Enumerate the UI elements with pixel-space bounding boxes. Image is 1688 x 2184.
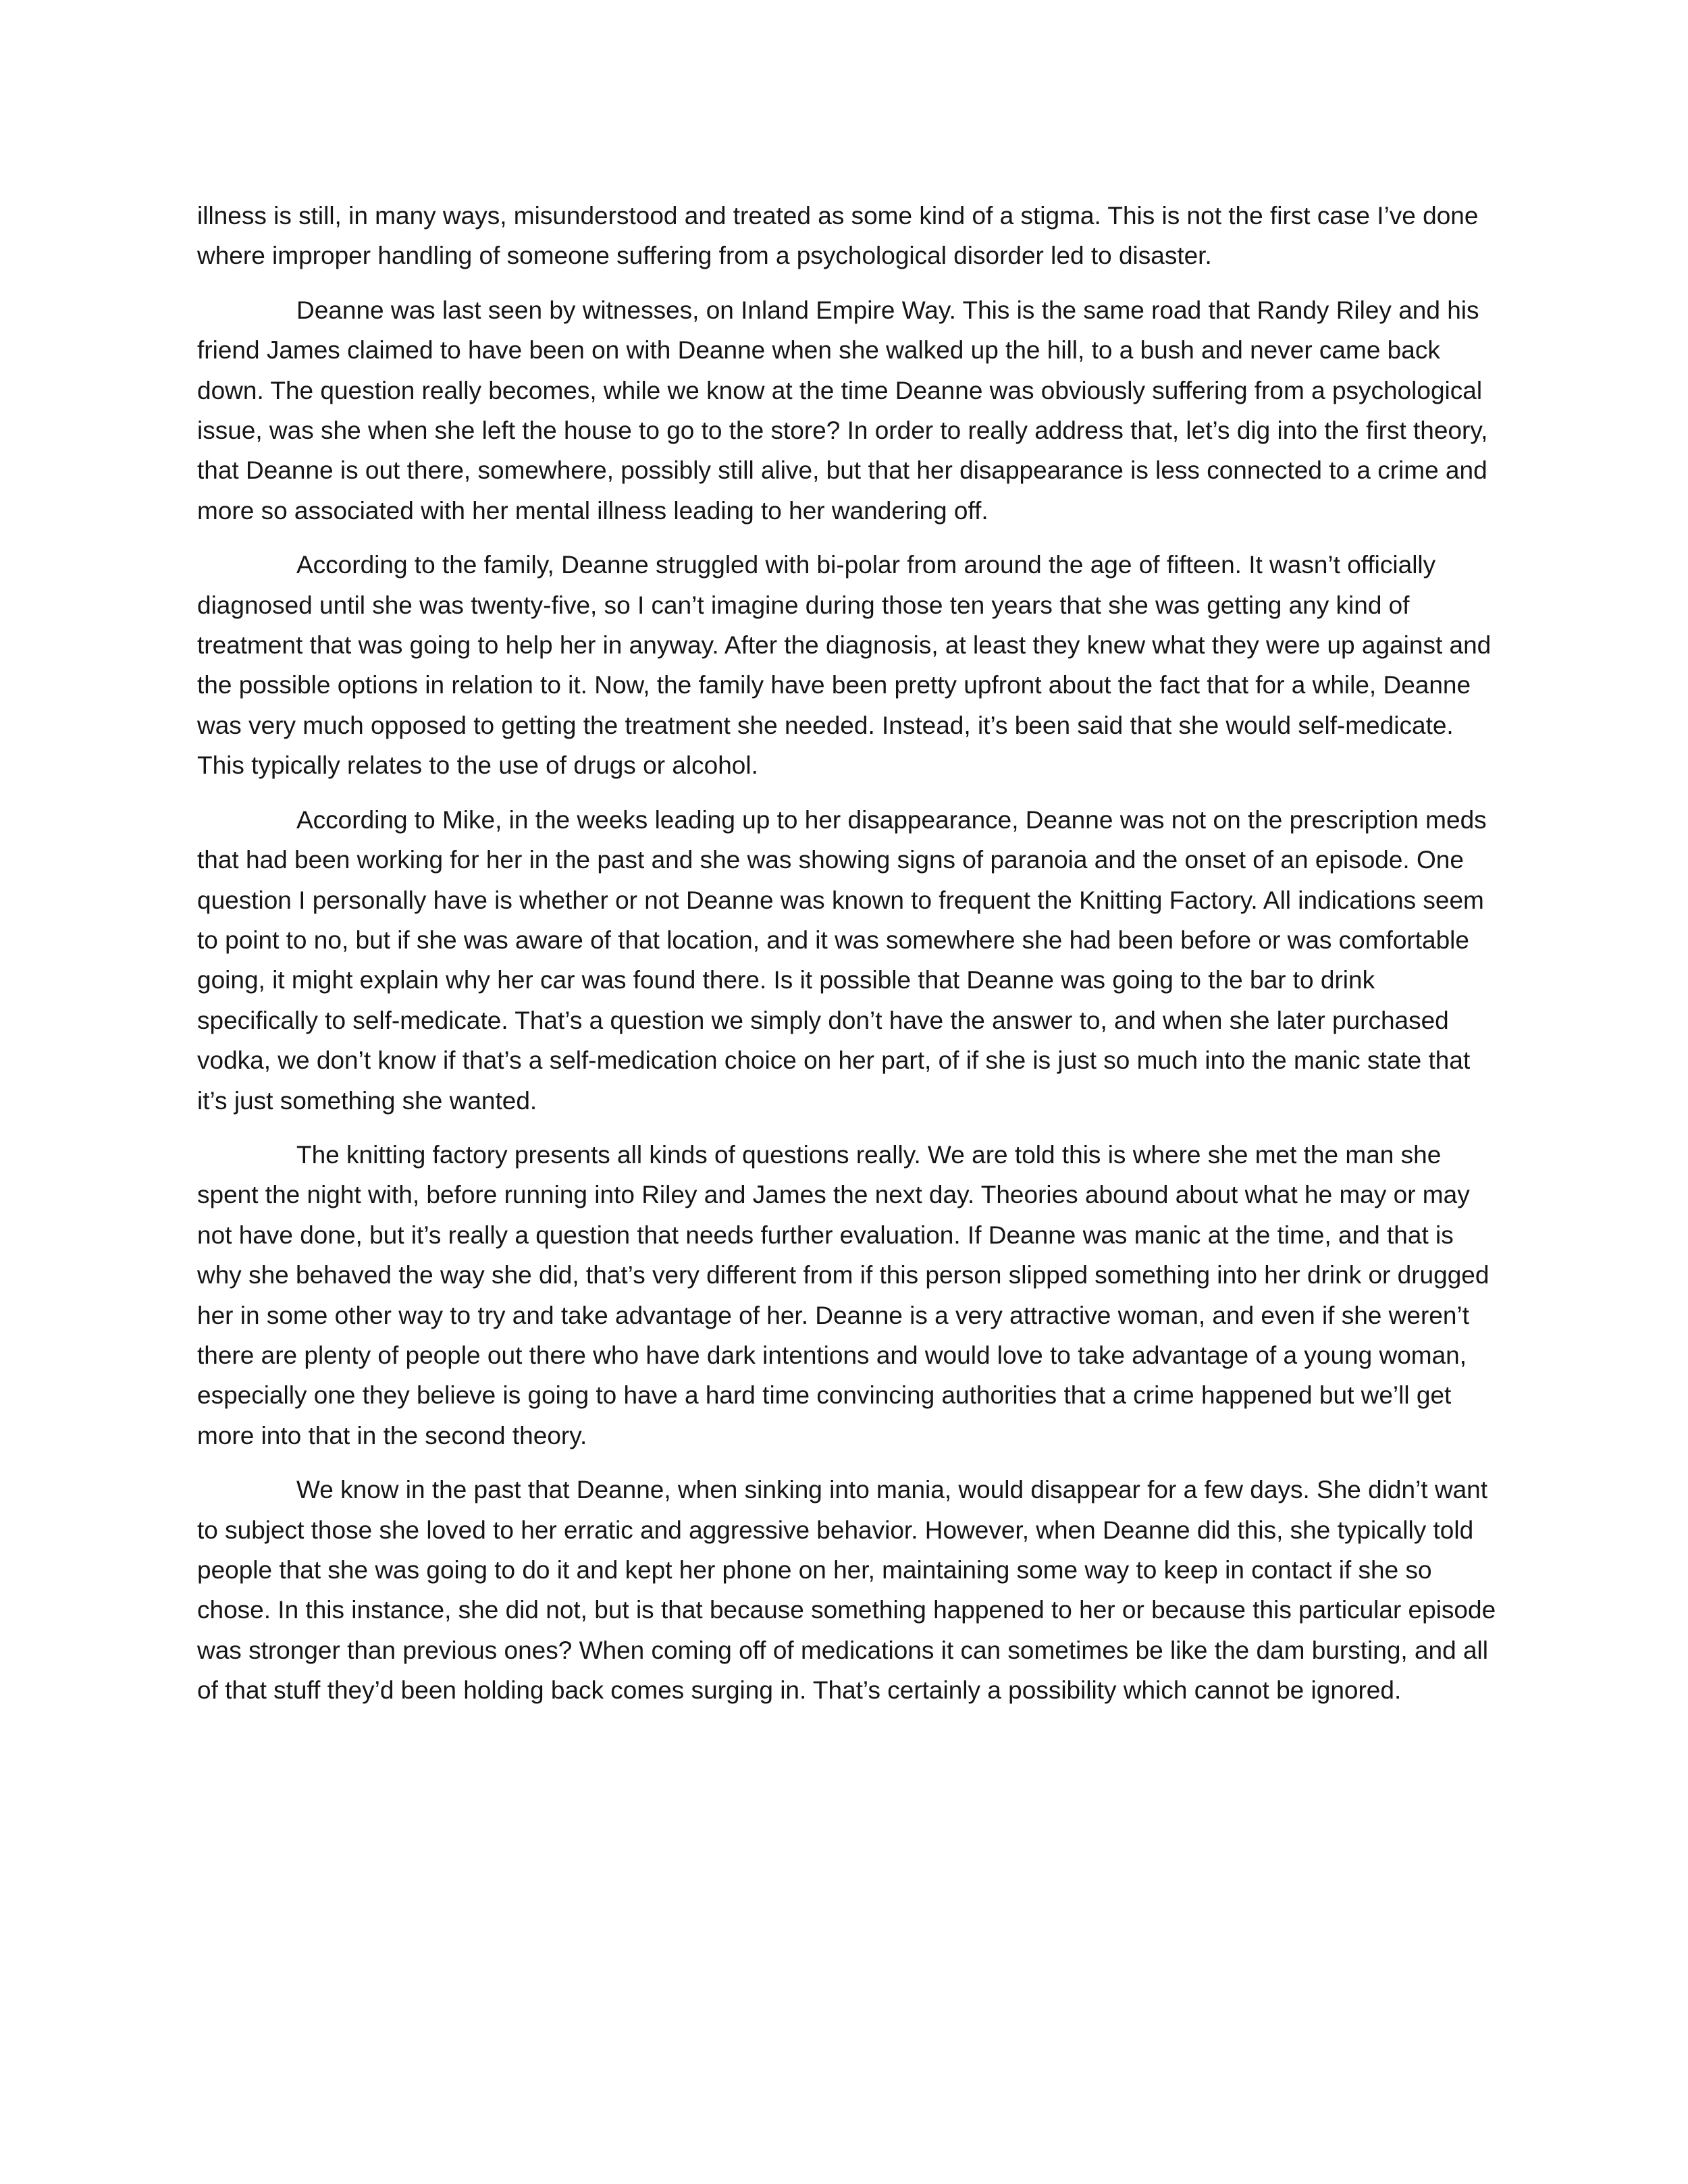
paragraph-3: According to the family, Deanne struggled with bi-polar from around the age of fifteen. It wasn’t officially diagnosed until she was twenty-five, so I can’t imagine during those ten years that she was getting any kind of treatment that was going to help her in anyway. After the diagnosis, at least they knew what they were up against and the possible options in relation to it. Now, the family have been pretty upfront about the fact that for a while, Deanne was very much opposed to getting the treatment she needed. Instead, it’s been said that she would self-medicate. This typically relates to the use of drugs or alcohol. bbox=[197, 551, 1492, 780]
document-page bbox=[197, 196, 1499, 1725]
paragraph-5: The knitting factory presents all kinds of questions really. We are told this is where she met the man she spent the night with, before running into Riley and James the next day. Theories abound about what he may or may not have done, but it’s really a question that needs further evaluation. If Deanne was manic at the time, and that is why she behaved the way she did, that’s very different from if this person slipped something into her drink or drugged her in some other way to try and take advantage of her. Deanne is a very attractive woman, and even if she weren’t there are plenty of people out there who have dark intentions and would love to take advantage of a young woman, especially one they believe is going to have a hard time convincing authorities that a crime happened but we’ll get more into that in the second theory. bbox=[197, 1140, 1489, 1449]
paragraph-4: According to Mike, in the weeks leading up to her disappearance, Deanne was not on the prescription meds that had been working for her in the past and she was showing signs of paranoia and the onset of an episode. One question I personally have is whether or not Deanne was known to frequent the Knitting Factory. All indications seem to point to no, but if she was aware of that location, and it was somewhere she had been before or was comfortable going, it might explain why her car was found there. Is it possible that Deanne was going to the bar to drink specifically to self-medicate. That’s a question we simply don’t have the answer to, and when she later purchased vodka, we don’t know if that’s a self-medication choice on her part, of if she is just so much into the manic state that it’s just something she wanted. bbox=[197, 805, 1487, 1115]
paragraph-6: We know in the past that Deanne, when sinking into mania, would disappear for a few days. She didn’t want to subject those she loved to her erratic and aggressive behavior. However, when Deanne did this, she typically told people that she was going to do it and kept her phone on her, maintaining some way to keep in contact if she so chose. In this instance, she did not, but is that because something happened to her or because this particular episode was stronger than previous ones? When coming off of medications it can sometimes be like the dam bursting, and all of that stuff they’d been holding back comes surging in. That’s certainly a possibility which cannot be ignored. bbox=[197, 1476, 1496, 1705]
paragraph-2: Deanne was last seen by witnesses, on Inland Empire Way. This is the same road that Randy Riley and his friend James claimed to have been on with Deanne when she walked up the hill, to a bush and never came back down. The question really becomes, while we know at the time Deanne was obviously suffering from a psychological issue, was she when she left the house to go to the store? In order to really address that, let’s dig into the first theory, that Deanne is out there, somewhere, possibly still alive, but that her disappearance is less connected to a crime and more so associated with her mental illness leading to her wandering off. bbox=[197, 296, 1488, 525]
paragraph-1: illness is still, in many ways, misunderstood and treated as some kind of a stigma. This is not the first case I’ve done where improper handling of someone suffering from a psychological disorder led to disaster. bbox=[197, 202, 1479, 270]
